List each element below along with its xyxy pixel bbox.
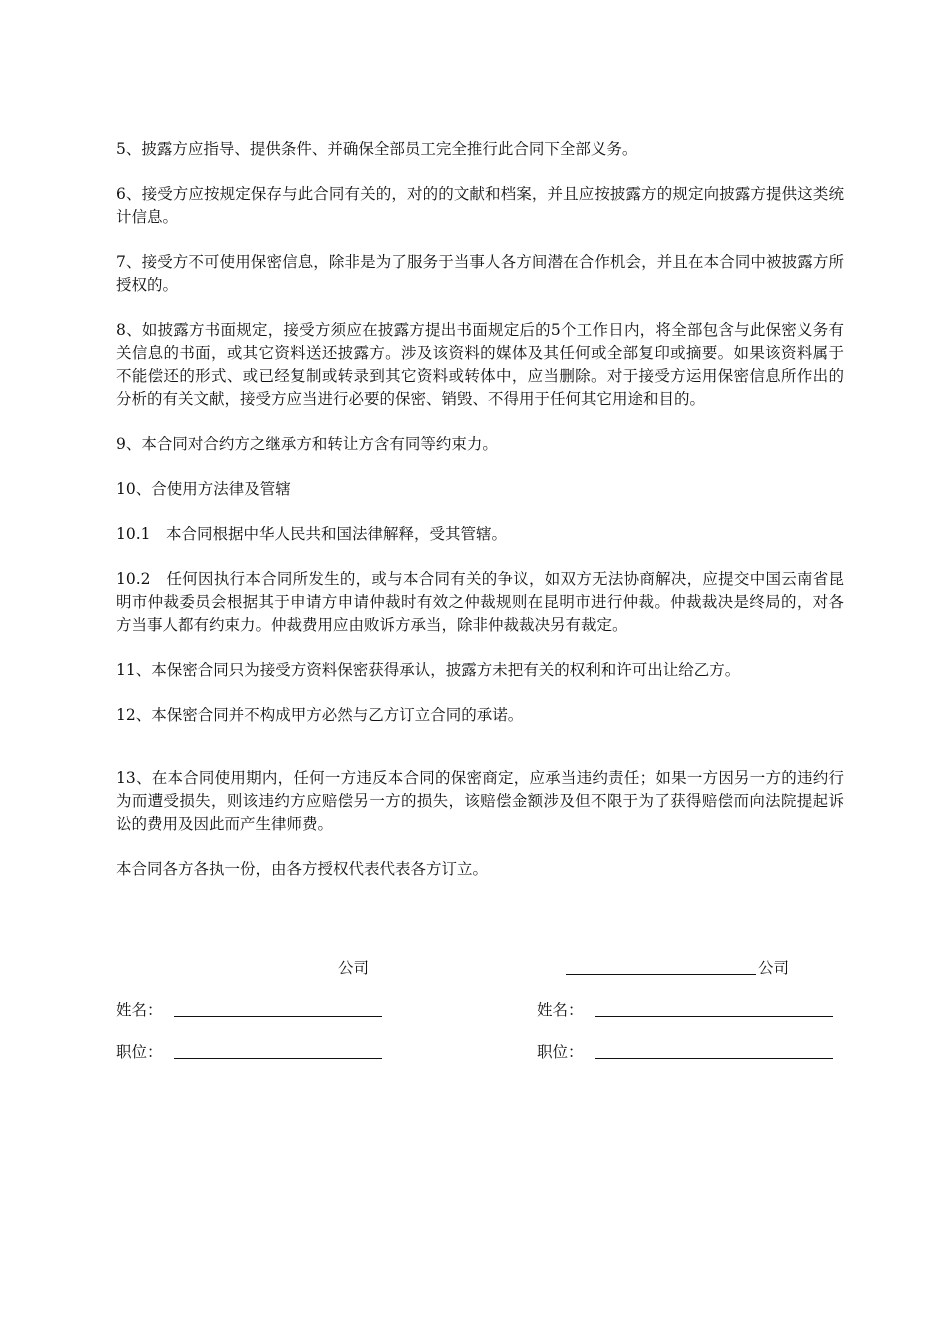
left-position-line — [174, 1058, 382, 1059]
clause-7: 7、接受方不可使用保密信息，除非是为了服务于当事人各方间潜在合作机会，并且在本合同中被披露方所授权的。 — [116, 253, 844, 294]
contract-body — [116, 138, 844, 903]
signature-company-row — [116, 956, 844, 980]
clause-12: 12、本保密合同并不构成甲方必然与乙方订立合同的承诺。 — [116, 706, 524, 724]
clause-6: 6、接受方应按规定保存与此合同有关的，对的的文献和档案，并且应按披露方的规定向披露方提供这类统计信息。 — [116, 185, 844, 226]
execution-statement: 本合同各方各执一份，由各方授权代表代表各方订立。 — [116, 860, 489, 878]
right-company-line — [566, 974, 756, 975]
clause-5: 5、披露方应指导、提供条件、并确保全部员工完全推行此合同下全部义务。 — [116, 140, 638, 158]
right-position-label: 职位： — [537, 1043, 584, 1061]
signature-name-row — [116, 998, 844, 1022]
right-company-label: 公司 — [758, 959, 790, 977]
clause-10-1: 10.1 本合同根据中华人民共和国法律解释，受其管辖。 — [116, 525, 508, 543]
clause-10-heading: 10、合使用方法律及管辖 — [116, 480, 291, 498]
left-company-label: 公司 — [338, 959, 370, 977]
clause-11: 11、本保密合同只为接受方资料保密获得承认，披露方未把有关的权利和许可出让给乙方。 — [116, 661, 741, 679]
left-position-label: 职位： — [116, 1043, 163, 1061]
signature-position-row — [116, 1040, 844, 1064]
left-name-label: 姓名： — [116, 1001, 163, 1019]
left-name-line — [174, 1016, 382, 1017]
clause-9: 9、本合同对合约方之继承方和转让方含有同等约束力。 — [116, 435, 498, 453]
right-name-label: 姓名： — [537, 1001, 584, 1019]
right-position-line — [595, 1058, 833, 1059]
clause-10-2: 10.2 任何因执行本合同所发生的，或与本合同有关的争议，如双方无法协商解决，应提交中国云南省昆明市仲裁委员会根据其于申请方申请仲裁时有效之仲裁规则在昆明市进行仲裁。仲裁裁决是终局的，对各方当事人都有约束力。仲裁费用应由败诉方承当，除非仲裁裁决另有裁定。 — [116, 570, 844, 634]
clause-13: 13、在本合同使用期内，任何一方违反本合同的保密商定，应承当违约责任；如果一方因另一方的违约行为而遭受损失，则该违约方应赔偿另一方的损失，该赔偿金额涉及但不限于为了获得赔偿而向法院提起诉讼的费用及因此而产生律师费。 — [116, 769, 844, 833]
clause-8: 8、如披露方书面规定，接受方须应在披露方提出书面规定后的5个工作日内，将全部包含与此保密义务有关信息的书面，或其它资料送还披露方。涉及该资料的媒体及其任何或全部复印或摘要。如果该资料属于不能偿还的形式、或已经复制或转录到其它资料或转体中，应当删除。对于接受方运用保密信息所作出的分析的有关文献，接受方应当进行必要的保密、销毁、不得用于任何其它用途和目的。 — [116, 321, 844, 408]
right-name-line — [595, 1016, 833, 1017]
